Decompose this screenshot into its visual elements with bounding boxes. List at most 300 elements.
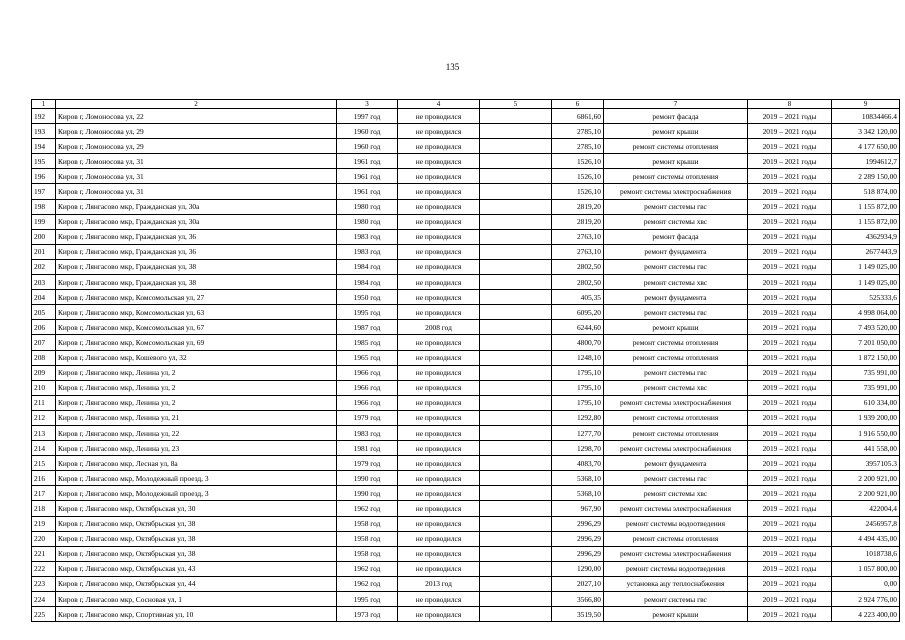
- address-cell: Киров г, Лянгасово мкр, Молодежный проезд, 3: [56, 471, 337, 486]
- last-repair-cell: не проводился: [398, 365, 480, 380]
- address-cell: Киров г, Ломоносова ул, 31: [56, 154, 337, 169]
- work-type-cell: ремонт крыши: [604, 607, 748, 622]
- work-type-cell: ремонт крыши: [604, 320, 748, 335]
- address-cell: Киров г, Лянгасово мкр, Гражданская ул, 30а: [56, 199, 337, 214]
- last-repair-cell: не проводился: [398, 486, 480, 501]
- work-type-cell: ремонт системы электроснабжения: [604, 501, 748, 516]
- empty-cell: [480, 259, 552, 274]
- row-number-cell: 211: [32, 395, 56, 410]
- build-year-cell: 1980 год: [337, 214, 398, 229]
- period-cell: 2019 – 2021 годы: [748, 290, 832, 305]
- row-number-cell: 193: [32, 124, 56, 139]
- work-type-cell: ремонт системы электроснабжения: [604, 546, 748, 561]
- build-year-cell: 1960 год: [337, 139, 398, 154]
- cost-cell: 2677443,9: [832, 244, 900, 259]
- row-number-cell: 208: [32, 350, 56, 365]
- row-number-cell: 197: [32, 184, 56, 199]
- cost-cell: 4 494 435,00: [832, 531, 900, 546]
- last-repair-cell: не проводился: [398, 109, 480, 124]
- area-cell: 2996,29: [552, 546, 604, 561]
- empty-cell: [480, 214, 552, 229]
- last-repair-cell: не проводился: [398, 456, 480, 471]
- cost-cell: 1 155 872,00: [832, 199, 900, 214]
- work-type-cell: ремонт системы отопления: [604, 410, 748, 425]
- cost-cell: 3 342 120,00: [832, 124, 900, 139]
- area-cell: 6244,60: [552, 320, 604, 335]
- table-row: [32, 546, 900, 561]
- empty-cell: [480, 320, 552, 335]
- empty-cell: [480, 607, 552, 622]
- area-cell: 5368,10: [552, 486, 604, 501]
- period-cell: 2019 – 2021 годы: [748, 365, 832, 380]
- build-year-cell: 1997 год: [337, 109, 398, 124]
- page-number: 135: [445, 62, 460, 72]
- period-cell: 2019 – 2021 годы: [748, 109, 832, 124]
- build-year-cell: 1965 год: [337, 350, 398, 365]
- build-year-cell: 1966 год: [337, 365, 398, 380]
- work-type-cell: ремонт системы отопления: [604, 531, 748, 546]
- column-number-cell: 1: [32, 100, 56, 109]
- last-repair-cell: не проводился: [398, 380, 480, 395]
- table-row: [32, 471, 900, 486]
- address-cell: Киров г, Ломоносова ул, 31: [56, 169, 337, 184]
- work-type-cell: ремонт системы водоотведения: [604, 516, 748, 531]
- empty-cell: [480, 305, 552, 320]
- last-repair-cell: не проводился: [398, 516, 480, 531]
- build-year-cell: 1979 год: [337, 410, 398, 425]
- cost-cell: 518 874,00: [832, 184, 900, 199]
- column-number-cell: 3: [337, 100, 398, 109]
- cost-cell: 7 201 050,00: [832, 335, 900, 350]
- work-type-cell: ремонт фасада: [604, 109, 748, 124]
- last-repair-cell: не проводился: [398, 290, 480, 305]
- period-cell: 2019 – 2021 годы: [748, 259, 832, 274]
- empty-cell: [480, 350, 552, 365]
- address-cell: Киров г, Ломоносова ул, 31: [56, 184, 337, 199]
- period-cell: 2019 – 2021 годы: [748, 425, 832, 440]
- area-cell: 1526,10: [552, 154, 604, 169]
- last-repair-cell: не проводился: [398, 531, 480, 546]
- empty-cell: [480, 516, 552, 531]
- period-cell: 2019 – 2021 годы: [748, 546, 832, 561]
- row-number-cell: 222: [32, 561, 56, 576]
- build-year-cell: 1962 год: [337, 561, 398, 576]
- cost-cell: 4 177 650,00: [832, 139, 900, 154]
- build-year-cell: 1962 год: [337, 501, 398, 516]
- period-cell: 2019 – 2021 годы: [748, 199, 832, 214]
- area-cell: 6861,60: [552, 109, 604, 124]
- last-repair-cell: не проводился: [398, 199, 480, 214]
- last-repair-cell: не проводился: [398, 561, 480, 576]
- address-cell: Киров г, Ломоносова ул, 29: [56, 124, 337, 139]
- work-type-cell: ремонт системы отопления: [604, 169, 748, 184]
- period-cell: 2019 – 2021 годы: [748, 335, 832, 350]
- row-number-cell: 209: [32, 365, 56, 380]
- empty-cell: [480, 531, 552, 546]
- build-year-cell: 1990 год: [337, 471, 398, 486]
- address-cell: Киров г, Лянгасово мкр, Молодежный проезд, 3: [56, 486, 337, 501]
- work-type-cell: ремонт фундамента: [604, 456, 748, 471]
- last-repair-cell: не проводился: [398, 184, 480, 199]
- period-cell: 2019 – 2021 годы: [748, 275, 832, 290]
- row-number-cell: 194: [32, 139, 56, 154]
- period-cell: 2019 – 2021 годы: [748, 456, 832, 471]
- area-cell: 2819,20: [552, 214, 604, 229]
- empty-cell: [480, 546, 552, 561]
- build-year-cell: 1966 год: [337, 395, 398, 410]
- empty-cell: [480, 561, 552, 576]
- table-row: [32, 531, 900, 546]
- cost-cell: 1 149 025,00: [832, 259, 900, 274]
- area-cell: 6095,20: [552, 305, 604, 320]
- cost-cell: 1018738,6: [832, 546, 900, 561]
- work-type-cell: ремонт системы отопления: [604, 139, 748, 154]
- row-number-cell: 218: [32, 501, 56, 516]
- area-cell: 5368,10: [552, 471, 604, 486]
- work-type-cell: ремонт системы отопления: [604, 425, 748, 440]
- period-cell: 2019 – 2021 годы: [748, 305, 832, 320]
- last-repair-cell: не проводился: [398, 395, 480, 410]
- row-number-cell: 207: [32, 335, 56, 350]
- last-repair-cell: не проводился: [398, 305, 480, 320]
- area-cell: 2785,10: [552, 139, 604, 154]
- last-repair-cell: не проводился: [398, 501, 480, 516]
- address-cell: Киров г, Лянгасово мкр, Октябрьская ул, 38: [56, 516, 337, 531]
- work-type-cell: ремонт системы гвс: [604, 259, 748, 274]
- table-row: [32, 229, 900, 244]
- area-cell: 1248,10: [552, 350, 604, 365]
- empty-cell: [480, 592, 552, 607]
- empty-cell: [480, 425, 552, 440]
- build-year-cell: 1979 год: [337, 456, 398, 471]
- empty-cell: [480, 139, 552, 154]
- cost-cell: 1 872 150,00: [832, 350, 900, 365]
- period-cell: 2019 – 2021 годы: [748, 380, 832, 395]
- last-repair-cell: не проводился: [398, 154, 480, 169]
- table-row: [32, 576, 900, 591]
- cost-cell: 441 558,00: [832, 441, 900, 456]
- table-row: [32, 607, 900, 622]
- column-number-cell: 7: [604, 100, 748, 109]
- row-number-cell: 225: [32, 607, 56, 622]
- table-row: [32, 109, 900, 124]
- row-number-cell: 217: [32, 486, 56, 501]
- table-row: [32, 290, 900, 305]
- area-cell: 4800,70: [552, 335, 604, 350]
- last-repair-cell: 2008 год: [398, 320, 480, 335]
- empty-cell: [480, 365, 552, 380]
- row-number-cell: 224: [32, 592, 56, 607]
- table-row: [32, 184, 900, 199]
- work-type-cell: ремонт системы хвс: [604, 214, 748, 229]
- address-cell: Киров г, Лянгасово мкр, Ленина ул, 2: [56, 395, 337, 410]
- address-cell: Киров г, Лянгасово мкр, Гражданская ул, 36: [56, 244, 337, 259]
- build-year-cell: 1958 год: [337, 531, 398, 546]
- work-type-cell: ремонт системы гвс: [604, 199, 748, 214]
- column-number-cell: 9: [832, 100, 900, 109]
- last-repair-cell: не проводился: [398, 244, 480, 259]
- work-type-cell: ремонт фундамента: [604, 290, 748, 305]
- row-number-cell: 206: [32, 320, 56, 335]
- row-number-cell: 198: [32, 199, 56, 214]
- cost-cell: 0,00: [832, 576, 900, 591]
- address-cell: Киров г, Ломоносова ул, 29: [56, 139, 337, 154]
- work-type-cell: ремонт системы электроснабжения: [604, 184, 748, 199]
- empty-cell: [480, 169, 552, 184]
- row-number-cell: 212: [32, 410, 56, 425]
- empty-cell: [480, 456, 552, 471]
- empty-cell: [480, 290, 552, 305]
- empty-cell: [480, 154, 552, 169]
- empty-cell: [480, 335, 552, 350]
- address-cell: Киров г, Лянгасово мкр, Ленина ул, 2: [56, 380, 337, 395]
- address-cell: Киров г, Лянгасово мкр, Сосновая ул, 1: [56, 592, 337, 607]
- work-type-cell: ремонт фасада: [604, 229, 748, 244]
- build-year-cell: 1987 год: [337, 320, 398, 335]
- build-year-cell: 1995 год: [337, 592, 398, 607]
- empty-cell: [480, 576, 552, 591]
- last-repair-cell: не проводился: [398, 546, 480, 561]
- area-cell: 1292,80: [552, 410, 604, 425]
- last-repair-cell: не проводился: [398, 350, 480, 365]
- area-cell: 2996,29: [552, 531, 604, 546]
- area-cell: 1277,70: [552, 425, 604, 440]
- table-row: [32, 365, 900, 380]
- area-cell: 2763,10: [552, 244, 604, 259]
- last-repair-cell: не проводился: [398, 259, 480, 274]
- table-row: [32, 456, 900, 471]
- last-repair-cell: не проводился: [398, 214, 480, 229]
- row-number-cell: 192: [32, 109, 56, 124]
- address-cell: Киров г, Лянгасово мкр, Гражданская ул, 38: [56, 259, 337, 274]
- build-year-cell: 1984 год: [337, 275, 398, 290]
- empty-cell: [480, 229, 552, 244]
- column-number-cell: 6: [552, 100, 604, 109]
- row-number-cell: 219: [32, 516, 56, 531]
- build-year-cell: 1966 год: [337, 380, 398, 395]
- table-row: [32, 199, 900, 214]
- area-cell: 2996,29: [552, 516, 604, 531]
- empty-cell: [480, 275, 552, 290]
- row-number-cell: 214: [32, 441, 56, 456]
- period-cell: 2019 – 2021 годы: [748, 395, 832, 410]
- last-repair-cell: 2013 год: [398, 576, 480, 591]
- cost-cell: 2456957,8: [832, 516, 900, 531]
- build-year-cell: 1958 год: [337, 546, 398, 561]
- address-cell: Киров г, Лянгасово мкр, Гражданская ул, 38: [56, 275, 337, 290]
- last-repair-cell: не проводился: [398, 139, 480, 154]
- last-repair-cell: не проводился: [398, 607, 480, 622]
- table-row: [32, 592, 900, 607]
- row-number-cell: 199: [32, 214, 56, 229]
- table-row: [32, 335, 900, 350]
- work-type-cell: ремонт системы гвс: [604, 471, 748, 486]
- empty-cell: [480, 395, 552, 410]
- area-cell: 2802,50: [552, 275, 604, 290]
- build-year-cell: 1983 год: [337, 229, 398, 244]
- table-row: [32, 425, 900, 440]
- table-row: [32, 124, 900, 139]
- period-cell: 2019 – 2021 годы: [748, 214, 832, 229]
- area-cell: 1526,10: [552, 184, 604, 199]
- address-cell: Киров г, Лянгасово мкр, Октябрьская ул, 44: [56, 576, 337, 591]
- empty-cell: [480, 124, 552, 139]
- work-type-cell: ремонт системы гвс: [604, 305, 748, 320]
- period-cell: 2019 – 2021 годы: [748, 139, 832, 154]
- row-number-cell: 203: [32, 275, 56, 290]
- area-cell: 3566,80: [552, 592, 604, 607]
- last-repair-cell: не проводился: [398, 275, 480, 290]
- build-year-cell: 1983 год: [337, 244, 398, 259]
- build-year-cell: 1983 год: [337, 425, 398, 440]
- cost-cell: 3957105.3: [832, 456, 900, 471]
- work-type-cell: ремонт системы гвс: [604, 592, 748, 607]
- table-row: [32, 169, 900, 184]
- work-type-cell: ремонт системы водоотведения: [604, 561, 748, 576]
- address-cell: Киров г, Лянгасово мкр, Ленина ул, 22: [56, 425, 337, 440]
- address-cell: Киров г, Ломоносова ул, 22: [56, 109, 337, 124]
- table-row: [32, 516, 900, 531]
- address-cell: Киров г, Лянгасово мкр, Гражданская ул, 36: [56, 229, 337, 244]
- row-number-cell: 220: [32, 531, 56, 546]
- column-number-cell: 4: [398, 100, 480, 109]
- cost-cell: 2 924 776,00: [832, 592, 900, 607]
- row-number-cell: 200: [32, 229, 56, 244]
- period-cell: 2019 – 2021 годы: [748, 184, 832, 199]
- period-cell: 2019 – 2021 годы: [748, 516, 832, 531]
- area-cell: 967,90: [552, 501, 604, 516]
- empty-cell: [480, 410, 552, 425]
- row-number-cell: 223: [32, 576, 56, 591]
- cost-cell: 2 289 150,00: [832, 169, 900, 184]
- table-header-row: [32, 100, 900, 109]
- cost-cell: 422004,4: [832, 501, 900, 516]
- area-cell: 1795,10: [552, 380, 604, 395]
- row-number-cell: 221: [32, 546, 56, 561]
- table-row: [32, 320, 900, 335]
- address-cell: Киров г, Лянгасово мкр, Комсомольская ул, 27: [56, 290, 337, 305]
- column-number-cell: 5: [480, 100, 552, 109]
- address-cell: Киров г, Лянгасово мкр, Октябрьская ул, 38: [56, 531, 337, 546]
- period-cell: 2019 – 2021 годы: [748, 531, 832, 546]
- cost-cell: 735 991,00: [832, 365, 900, 380]
- work-type-cell: ремонт системы хвс: [604, 380, 748, 395]
- address-cell: Киров г, Лянгасово мкр, Октябрьская ул, 30: [56, 501, 337, 516]
- cost-cell: 2 200 921,00: [832, 471, 900, 486]
- build-year-cell: 1973 год: [337, 607, 398, 622]
- period-cell: 2019 – 2021 годы: [748, 320, 832, 335]
- cost-cell: 610 334,00: [832, 395, 900, 410]
- row-number-cell: 204: [32, 290, 56, 305]
- cost-cell: 10834466.4: [832, 109, 900, 124]
- period-cell: 2019 – 2021 годы: [748, 592, 832, 607]
- period-cell: 2019 – 2021 годы: [748, 486, 832, 501]
- address-cell: Киров г, Лянгасово мкр, Лесная ул, 8а: [56, 456, 337, 471]
- cost-cell: 735 991,00: [832, 380, 900, 395]
- area-cell: 2785,10: [552, 124, 604, 139]
- work-type-cell: ремонт фундамента: [604, 244, 748, 259]
- empty-cell: [480, 184, 552, 199]
- last-repair-cell: не проводился: [398, 592, 480, 607]
- table-row: [32, 259, 900, 274]
- period-cell: 2019 – 2021 годы: [748, 154, 832, 169]
- work-type-cell: ремонт системы гвс: [604, 365, 748, 380]
- area-cell: 1290,00: [552, 561, 604, 576]
- period-cell: 2019 – 2021 годы: [748, 441, 832, 456]
- empty-cell: [480, 471, 552, 486]
- row-number-cell: 215: [32, 456, 56, 471]
- address-cell: Киров г, Лянгасово мкр, Октябрьская ул, 43: [56, 561, 337, 576]
- row-number-cell: 205: [32, 305, 56, 320]
- work-type-cell: ремонт крыши: [604, 124, 748, 139]
- empty-cell: [480, 244, 552, 259]
- work-type-cell: ремонт системы отопления: [604, 350, 748, 365]
- period-cell: 2019 – 2021 годы: [748, 607, 832, 622]
- build-year-cell: 1961 год: [337, 154, 398, 169]
- last-repair-cell: не проводился: [398, 410, 480, 425]
- table-row: [32, 154, 900, 169]
- last-repair-cell: не проводился: [398, 471, 480, 486]
- cost-cell: 2 200 921,00: [832, 486, 900, 501]
- table-row: [32, 275, 900, 290]
- build-year-cell: 1961 год: [337, 169, 398, 184]
- area-cell: 2802,50: [552, 259, 604, 274]
- cost-cell: 1994612,7: [832, 154, 900, 169]
- period-cell: 2019 – 2021 годы: [748, 229, 832, 244]
- cost-cell: 1 149 025,00: [832, 275, 900, 290]
- address-cell: Киров г, Лянгасово мкр, Октябрьская ул, 38: [56, 546, 337, 561]
- address-cell: Киров г, Лянгасово мкр, Комсомольская ул, 69: [56, 335, 337, 350]
- build-year-cell: 1990 год: [337, 486, 398, 501]
- build-year-cell: 1958 год: [337, 516, 398, 531]
- period-cell: 2019 – 2021 годы: [748, 244, 832, 259]
- row-number-cell: 195: [32, 154, 56, 169]
- build-year-cell: 1960 год: [337, 124, 398, 139]
- period-cell: 2019 – 2021 годы: [748, 350, 832, 365]
- row-number-cell: 202: [32, 259, 56, 274]
- period-cell: 2019 – 2021 годы: [748, 576, 832, 591]
- address-cell: Киров г, Лянгасово мкр, Ленина ул, 21: [56, 410, 337, 425]
- empty-cell: [480, 486, 552, 501]
- repair-schedule-table: [31, 99, 900, 622]
- build-year-cell: 1961 год: [337, 184, 398, 199]
- build-year-cell: 1984 год: [337, 259, 398, 274]
- table-row: [32, 305, 900, 320]
- empty-cell: [480, 441, 552, 456]
- work-type-cell: ремонт крыши: [604, 154, 748, 169]
- area-cell: 1795,10: [552, 365, 604, 380]
- last-repair-cell: не проводился: [398, 124, 480, 139]
- table-row: [32, 350, 900, 365]
- cost-cell: 525333,6: [832, 290, 900, 305]
- table-row: [32, 410, 900, 425]
- area-cell: 1795,10: [552, 395, 604, 410]
- address-cell: Киров г, Лянгасово мкр, Кошевого ул, 32: [56, 350, 337, 365]
- address-cell: Киров г, Лянгасово мкр, Ленина ул, 23: [56, 441, 337, 456]
- table-row: [32, 561, 900, 576]
- column-number-cell: 2: [56, 100, 337, 109]
- address-cell: Киров г, Лянгасово мкр, Спортивная ул, 10: [56, 607, 337, 622]
- empty-cell: [480, 380, 552, 395]
- cost-cell: 4 223 400,00: [832, 607, 900, 622]
- cost-cell: 1 939 200,00: [832, 410, 900, 425]
- table-row: [32, 395, 900, 410]
- table-row: [32, 501, 900, 516]
- address-cell: Киров г, Лянгасово мкр, Гражданская ул, 30а: [56, 214, 337, 229]
- period-cell: 2019 – 2021 годы: [748, 561, 832, 576]
- cost-cell: 4362934,9: [832, 229, 900, 244]
- table-row: [32, 139, 900, 154]
